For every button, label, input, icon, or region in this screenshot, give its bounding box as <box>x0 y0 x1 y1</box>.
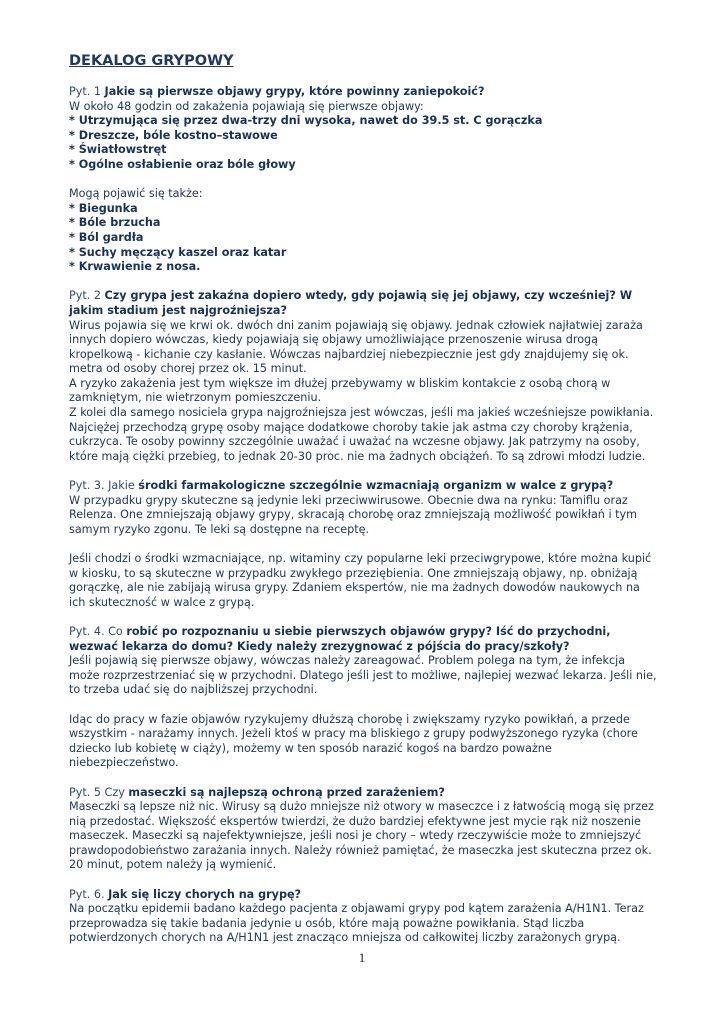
question-prefix: Pyt. 3. Jakie <box>69 479 139 493</box>
list-item: * Dreszcze, bóle kostno–stawowe <box>69 128 278 142</box>
section-q1 <box>69 85 659 275</box>
section-q6 <box>69 888 659 946</box>
question-prefix: Pyt. 4. Co <box>69 624 127 638</box>
section-q3 <box>69 479 659 610</box>
list-item: * Biegunka <box>69 201 138 215</box>
paragraph: Maseczki są lepsze niż nic. Wirusy są dużo mniejsze niż otwory w maseczce i z łatwością mogą się przez nią przedostać. Większość ekspertów twierdzi, że dużo bardziej efektywne jest mycie rąk niż noszenie maseczek. Maseczki są najefektywniejsze, jeśli nosi je chory – wtedy rzeczywiście może to zmniejszyć prawdopodobieństwo zarażania innych. Należy również pamiętać, że maseczka jest skuteczna przez ok. 20 minut, potem należy ją wymienić. <box>69 800 654 872</box>
document-body <box>69 52 659 946</box>
list-item: * Bóle brzucha <box>69 216 161 230</box>
list-item: * Ból gardła <box>69 230 144 244</box>
question-heading <box>69 888 659 903</box>
question-heading <box>69 289 659 318</box>
question-heading <box>69 625 659 654</box>
question-prefix: Pyt. 1 <box>69 85 105 98</box>
question-text: maseczki są najlepszą ochroną przed zarażeniem? <box>128 785 445 799</box>
list-item: * Ogólne osłabienie oraz bóle głowy <box>69 157 296 171</box>
section-q5 <box>69 786 659 874</box>
question-text: Jakie są pierwsze objawy grypy, które powinny zaniepokoić? <box>104 85 485 98</box>
paragraph: Na początku epidemii badano każdego pacjenta z objawami grypy pod kątem zarażenia A/H1N1. Teraz przeprowadza się takie badania jedynie u osób, które mają poważne powikłania. Stąd liczba potwierdzonych chorych na A/H1N1 jest znacząco mniejsza od całkowitej liczby zarażonych grypą. <box>69 902 644 945</box>
question-heading <box>69 85 659 100</box>
section-q2 <box>69 289 659 464</box>
paragraph: Z kolei dla samego nosiciela grypa najgroźniejsza jest wówczas, jeśli ma jakieś wcześniejsze powikłania. Najciężej przechodzą grypę osoby mające dodatkowe choroby takie jak astma czy choroby krążenia, cukrzyca. Te osoby powinny szczególnie uważać i uważać na wczesne objawy. Jak patrzymy na osoby, które mają ciężki przebieg, to jednak 20-30 proc. nie ma żadnych obciążeń. To są zdrowi młodzi ludzie. <box>69 406 654 463</box>
paragraph: W przypadku grypy skuteczne są jedynie leki przeciwwirusowe. Obecnie dwa na rynku: Tamiflu oraz Relenza. One zmniejszają objawy grypy, skracają chorobę oraz zmniejszają możliwość powikłań i tym samym ryzyko zgonu. Te leki są dostępne na receptę. <box>69 493 638 536</box>
question-prefix: Pyt. 6. <box>69 887 109 901</box>
list-item: * Utrzymująca się przez dwa-trzy dni wysoka, nawet do 39.5 st. C gorączka <box>69 114 543 128</box>
paragraph: Idąc do pracy w fazie objawów ryzykujemy dłuższą chorobę i zwiększamy ryzyko powikłań, a przede wszystkim - narażamy innych. Jeżeli ktoś w pracy ma bliskiego z grupy podwyższonego ryzyka (chore dziecko lub kobietę w ciąży), możemy w ten sposób narazić kogoś na bardzo poważne niebezpieczeństwo. <box>69 712 638 770</box>
document-title: DEKALOG GRYPOWY <box>69 53 234 69</box>
question-text: Czy grypa jest zakaźna dopiero wtedy, gdy pojawią się jej objawy, czy wcześniej? W jakim stadium jest najgroźniejsza? <box>69 289 633 317</box>
paragraph: Jeśli pojawią się pierwsze objawy, wówczas należy zareagować. Problem polega na tym, że infekcja może rozprzestrzeniać się w przychodni. Dlatego jeśli jest to możliwe, najlepiej wezwać lekarza. Jeśli nie, to trzeba udać się do najbliższej przychodni. <box>69 654 657 697</box>
section-q4 <box>69 625 659 771</box>
question-text: Jak się liczy chorych na grypę? <box>108 887 302 901</box>
list-item: * Krwawienie z nosa. <box>69 260 201 274</box>
paragraph: A ryzyko zakażenia jest tym większe im dłużej przebywamy w bliskim kontakcie z osobą chorą w zamkniętym, nie wietrzonym pomieszczeniu. <box>69 376 611 405</box>
page-number: 1 <box>358 950 366 965</box>
question-prefix: Pyt. 2 <box>69 289 105 303</box>
question-heading <box>69 786 659 801</box>
question-prefix: Pyt. 5 Czy <box>69 785 129 799</box>
paragraph: W około 48 godzin od zakażenia pojawiają się pierwsze objawy: <box>69 99 424 113</box>
paragraph: Jeśli chodzi o środki wzmacniające, np. witaminy czy popularne leki przeciwgrypowe, które można kupić w kiosku, to są skuteczne w przypadku zwykłego przeziębienia. One zmniejszają objawy, np. obniżają gorączkę, ale nie zabijają wirusa grypy. Zdaniem ekspertów, nie ma żadnych dowodów naukowych na ich skuteczność w walce z grypą. <box>69 552 652 609</box>
question-text: robić po rozpoznaniu u siebie pierwszych objawów grypy? Iść do przychodni, wezwać lekarza do domu? Kiedy należy zrezygnować z pójścia do pracy/szkoły? <box>69 624 611 653</box>
paragraph: Wirus pojawia się we krwi ok. dwóch dni zanim pojawiają się objawy. Jednak człowiek najłatwiej zaraża innych dopiero wówczas, kiedy pojawiają się objawy umożliwiające przenoszenie wirusa drogą kropelkową - kichanie czy kasłanie. Wówczas najbardziej niebezpiecznie jest gdy znajdujemy się ok. metra od osoby chorej przez ok. 15 minut. <box>69 318 643 376</box>
list-item: * Suchy męczący kaszel oraz katar <box>69 245 287 259</box>
question-heading <box>69 479 659 494</box>
question-text: środki farmakologiczne szczególnie wzmacniają organizm w walce z grypą? <box>138 479 614 493</box>
list-item: * Światłowstręt <box>69 143 167 157</box>
paragraph: Mogą pojawić się także: <box>69 187 203 201</box>
